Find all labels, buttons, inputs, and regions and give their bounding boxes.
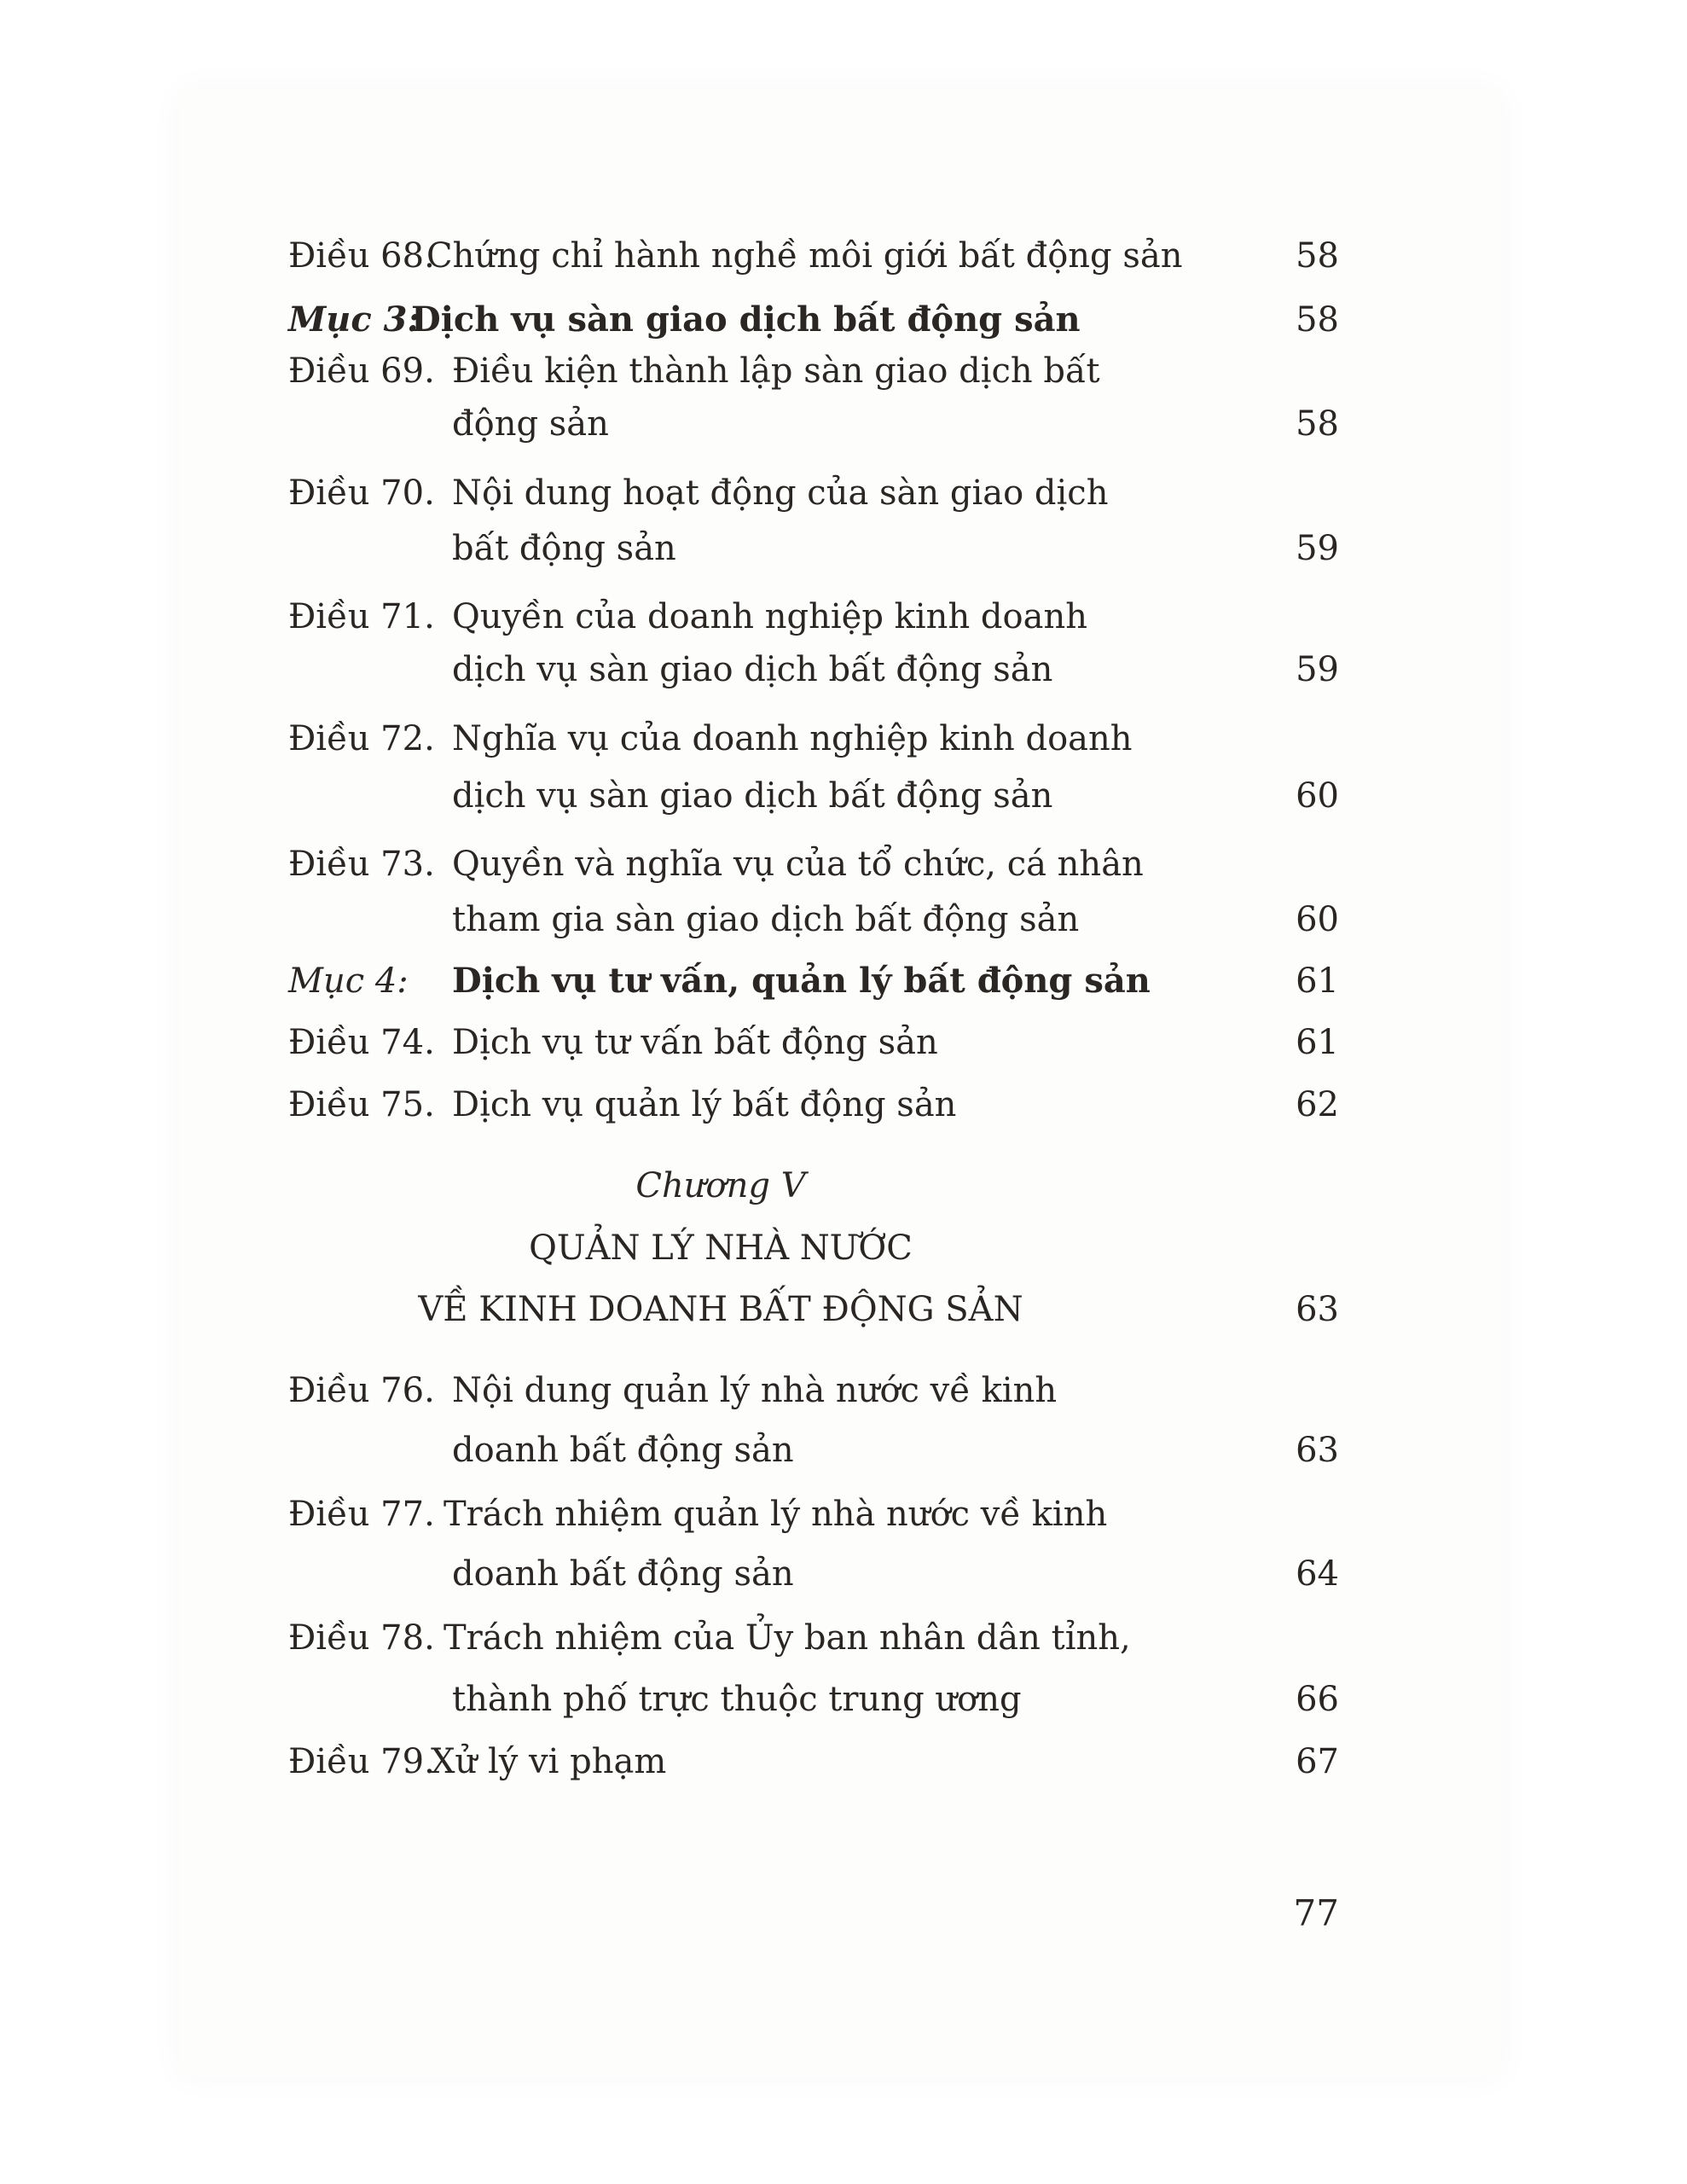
toc-entry-title-continued: bất động sản <box>452 529 676 568</box>
toc-entry-page: 67 <box>1296 1742 1339 1781</box>
chapter-title-line-1 <box>0 1223 1441 1274</box>
toc-section-label: Mục 3: <box>288 299 420 340</box>
toc-entry-page: 61 <box>1296 1023 1339 1062</box>
toc-entry-label: Điều 69. <box>288 351 435 391</box>
chapter-label <box>0 1160 1441 1211</box>
toc-entry-dieu-70-cont <box>0 523 1687 574</box>
toc-entry-title-continued: dịch vụ sàn giao dịch bất động sản <box>452 650 1053 689</box>
page-number: 77 <box>1293 1892 1339 1934</box>
toc-entry-title: Xử lý vi phạm <box>431 1742 667 1781</box>
toc-entry-title-continued: doanh bất động sản <box>452 1554 794 1594</box>
toc-entry-title: Quyền và nghĩa vụ của tổ chức, cá nhân <box>452 845 1144 884</box>
toc-section-label: Mục 4: <box>288 961 409 1001</box>
toc-entry-title: Nghĩa vụ của doanh nghiệp kinh doanh <box>452 719 1133 758</box>
toc-entry-page: 63 <box>1296 1431 1339 1470</box>
toc-entry-title: Dịch vụ quản lý bất động sản <box>452 1085 957 1124</box>
toc-entry-label: Điều 71. <box>288 597 435 636</box>
toc-entry-label: Điều 72. <box>288 719 435 758</box>
toc-entry-title: Điều kiện thành lập sàn giao dịch bất <box>452 351 1100 391</box>
toc-entry-title: Quyền của doanh nghiệp kinh doanh <box>452 597 1087 636</box>
toc-entry-dieu-74 <box>0 1017 1687 1068</box>
chapter-title-line-2-row <box>0 1284 1687 1335</box>
toc-section-muc-4 <box>0 956 1687 1007</box>
toc-entry-title-continued: thành phố trực thuộc trung ương <box>452 1680 1022 1719</box>
toc-entry-title-continued: động sản <box>452 404 609 444</box>
chapter-page: 63 <box>1296 1290 1339 1329</box>
toc-entry-dieu-72 <box>0 713 1687 764</box>
toc-entry-dieu-78-cont <box>0 1674 1687 1725</box>
toc-section-muc-3 <box>0 294 1687 346</box>
chapter-title-line-2 <box>0 1284 1441 1335</box>
toc-entry-title: Trách nhiệm của Ủy ban nhân dân tỉnh, <box>443 1618 1131 1658</box>
toc-entry-dieu-69-cont <box>0 398 1687 450</box>
toc-entry-label: Điều 68. <box>288 236 435 276</box>
toc-entry-label: Điều 76. <box>288 1371 435 1410</box>
toc-entry-page: 64 <box>1296 1554 1339 1594</box>
toc-entry-dieu-73 <box>0 839 1687 890</box>
toc-entry-dieu-72-cont <box>0 770 1687 822</box>
toc-entry-dieu-68 <box>0 230 1687 282</box>
toc-entry-dieu-73-cont <box>0 894 1687 945</box>
toc-entry-title: Chứng chỉ hành nghề môi giới bất động sản <box>426 236 1183 276</box>
toc-entry-dieu-75 <box>0 1079 1687 1130</box>
toc-entry-dieu-70 <box>0 468 1687 519</box>
toc-section-title: Dịch vụ tư vấn, quản lý bất động sản <box>452 961 1151 1001</box>
toc-entry-title: Nội dung hoạt động của sàn giao dịch <box>452 473 1109 513</box>
toc-entry-dieu-77 <box>0 1489 1687 1540</box>
toc-entry-page: 58 <box>1296 236 1339 276</box>
toc-entry-page: 59 <box>1296 529 1339 568</box>
toc-entry-label: Điều 75. <box>288 1085 435 1124</box>
chapter-title-text: VỀ KINH DOANH BẤT ĐỘNG SẢN <box>418 1290 1023 1329</box>
toc-entry-page: 58 <box>1296 404 1339 444</box>
toc-entry-page: 60 <box>1296 900 1339 939</box>
toc-section-page: 61 <box>1296 961 1339 1001</box>
toc-entry-dieu-78 <box>0 1612 1687 1664</box>
toc-section-title: Dịch vụ sàn giao dịch bất động sản <box>411 299 1081 340</box>
toc-entry-title-continued: doanh bất động sản <box>452 1431 794 1470</box>
toc-entry-page: 60 <box>1296 776 1339 816</box>
toc-entry-dieu-69 <box>0 346 1687 397</box>
toc-entry-dieu-76-cont <box>0 1425 1687 1476</box>
toc-section-page: 58 <box>1296 300 1339 340</box>
toc-entry-dieu-71 <box>0 591 1687 642</box>
toc-entry-dieu-76 <box>0 1365 1687 1416</box>
toc-entry-label: Điều 73. <box>288 845 435 884</box>
toc-entry-dieu-79 <box>0 1736 1687 1787</box>
toc-entry-title: Nội dung quản lý nhà nước về kinh <box>452 1371 1058 1410</box>
chapter-title-text: QUẢN LÝ NHÀ NƯỚC <box>529 1228 913 1268</box>
toc-entry-dieu-77-cont <box>0 1548 1687 1600</box>
toc-entry-title: Dịch vụ tư vấn bất động sản <box>452 1023 938 1062</box>
toc-entry-label: Điều 78. <box>288 1618 435 1658</box>
toc-entry-label: Điều 77. <box>288 1495 435 1534</box>
chapter-label-text: Chương V <box>635 1166 806 1205</box>
toc-entry-page: 59 <box>1296 650 1339 689</box>
toc-entry-title: Trách nhiệm quản lý nhà nước về kinh <box>443 1495 1108 1534</box>
toc-entry-dieu-71-cont <box>0 644 1687 695</box>
toc-entry-title-continued: dịch vụ sàn giao dịch bất động sản <box>452 776 1053 816</box>
toc-entry-page: 62 <box>1296 1085 1339 1124</box>
toc-entry-page: 66 <box>1296 1680 1339 1719</box>
toc-entry-label: Điều 70. <box>288 473 435 513</box>
toc-entry-label: Điều 79. <box>288 1742 435 1781</box>
toc-entry-label: Điều 74. <box>288 1023 435 1062</box>
toc-entry-title-continued: tham gia sàn giao dịch bất động sản <box>452 900 1080 939</box>
